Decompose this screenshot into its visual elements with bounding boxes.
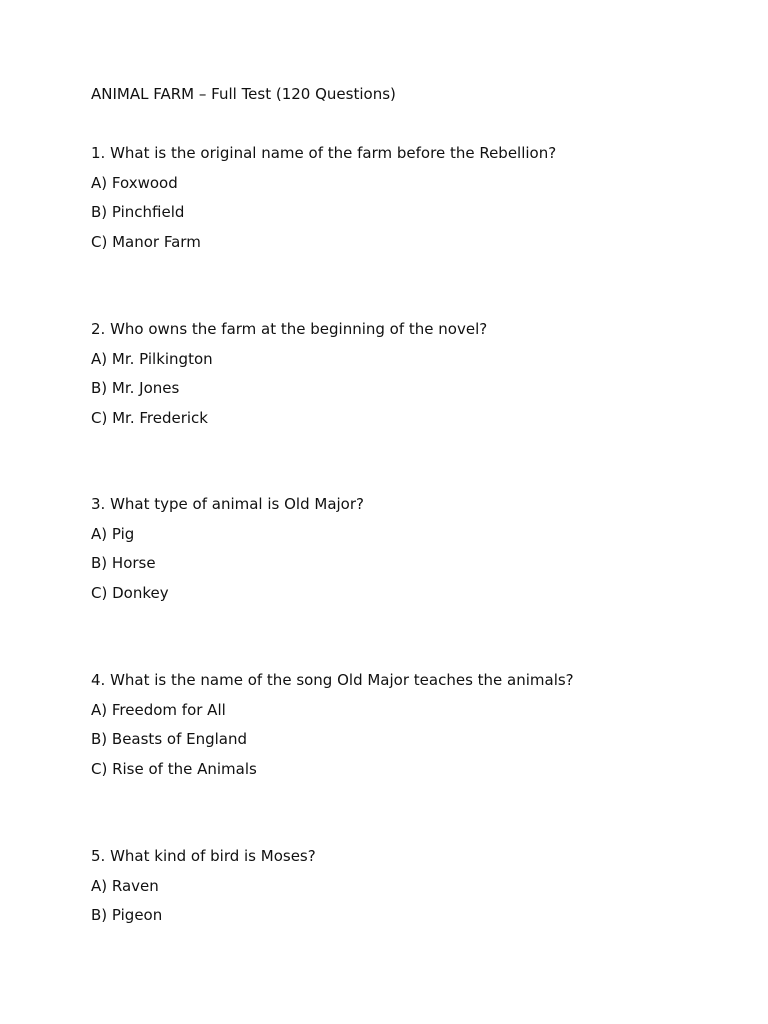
answer-option: A) Freedom for All	[91, 700, 226, 719]
question-block	[91, 495, 731, 613]
question-block	[91, 847, 731, 936]
question-text: 2. Who owns the farm at the beginning of the novel?	[91, 320, 488, 338]
answer-option: C) Rise of the Animals	[91, 759, 257, 778]
document-title: ANIMAL FARM – Full Test (120 Questions)	[91, 85, 396, 103]
answer-option: A) Raven	[91, 876, 159, 895]
answer-option: A) Mr. Pilkington	[91, 349, 213, 368]
question-text: 1. What is the original name of the farm before the Rebellion?	[91, 144, 557, 162]
question-text: 5. What kind of bird is Moses?	[91, 847, 316, 865]
answer-option: A) Pig	[91, 524, 135, 543]
question-block	[91, 320, 731, 438]
question-block	[91, 144, 731, 262]
answer-option: C) Donkey	[91, 583, 169, 602]
answer-option: B) Mr. Jones	[91, 379, 180, 397]
answer-option: B) Pigeon	[91, 906, 163, 924]
answer-option: B) Pinchfield	[91, 203, 185, 221]
question-text: 4. What is the name of the song Old Major teaches the animals?	[91, 671, 574, 689]
answer-option: A) Foxwood	[91, 173, 178, 192]
answer-option: B) Beasts of England	[91, 730, 248, 748]
question-block	[91, 671, 731, 789]
answer-option: C) Mr. Frederick	[91, 408, 208, 427]
answer-option: C) Manor Farm	[91, 232, 201, 251]
question-text: 3. What type of animal is Old Major?	[91, 495, 364, 513]
answer-option: B) Horse	[91, 554, 156, 572]
